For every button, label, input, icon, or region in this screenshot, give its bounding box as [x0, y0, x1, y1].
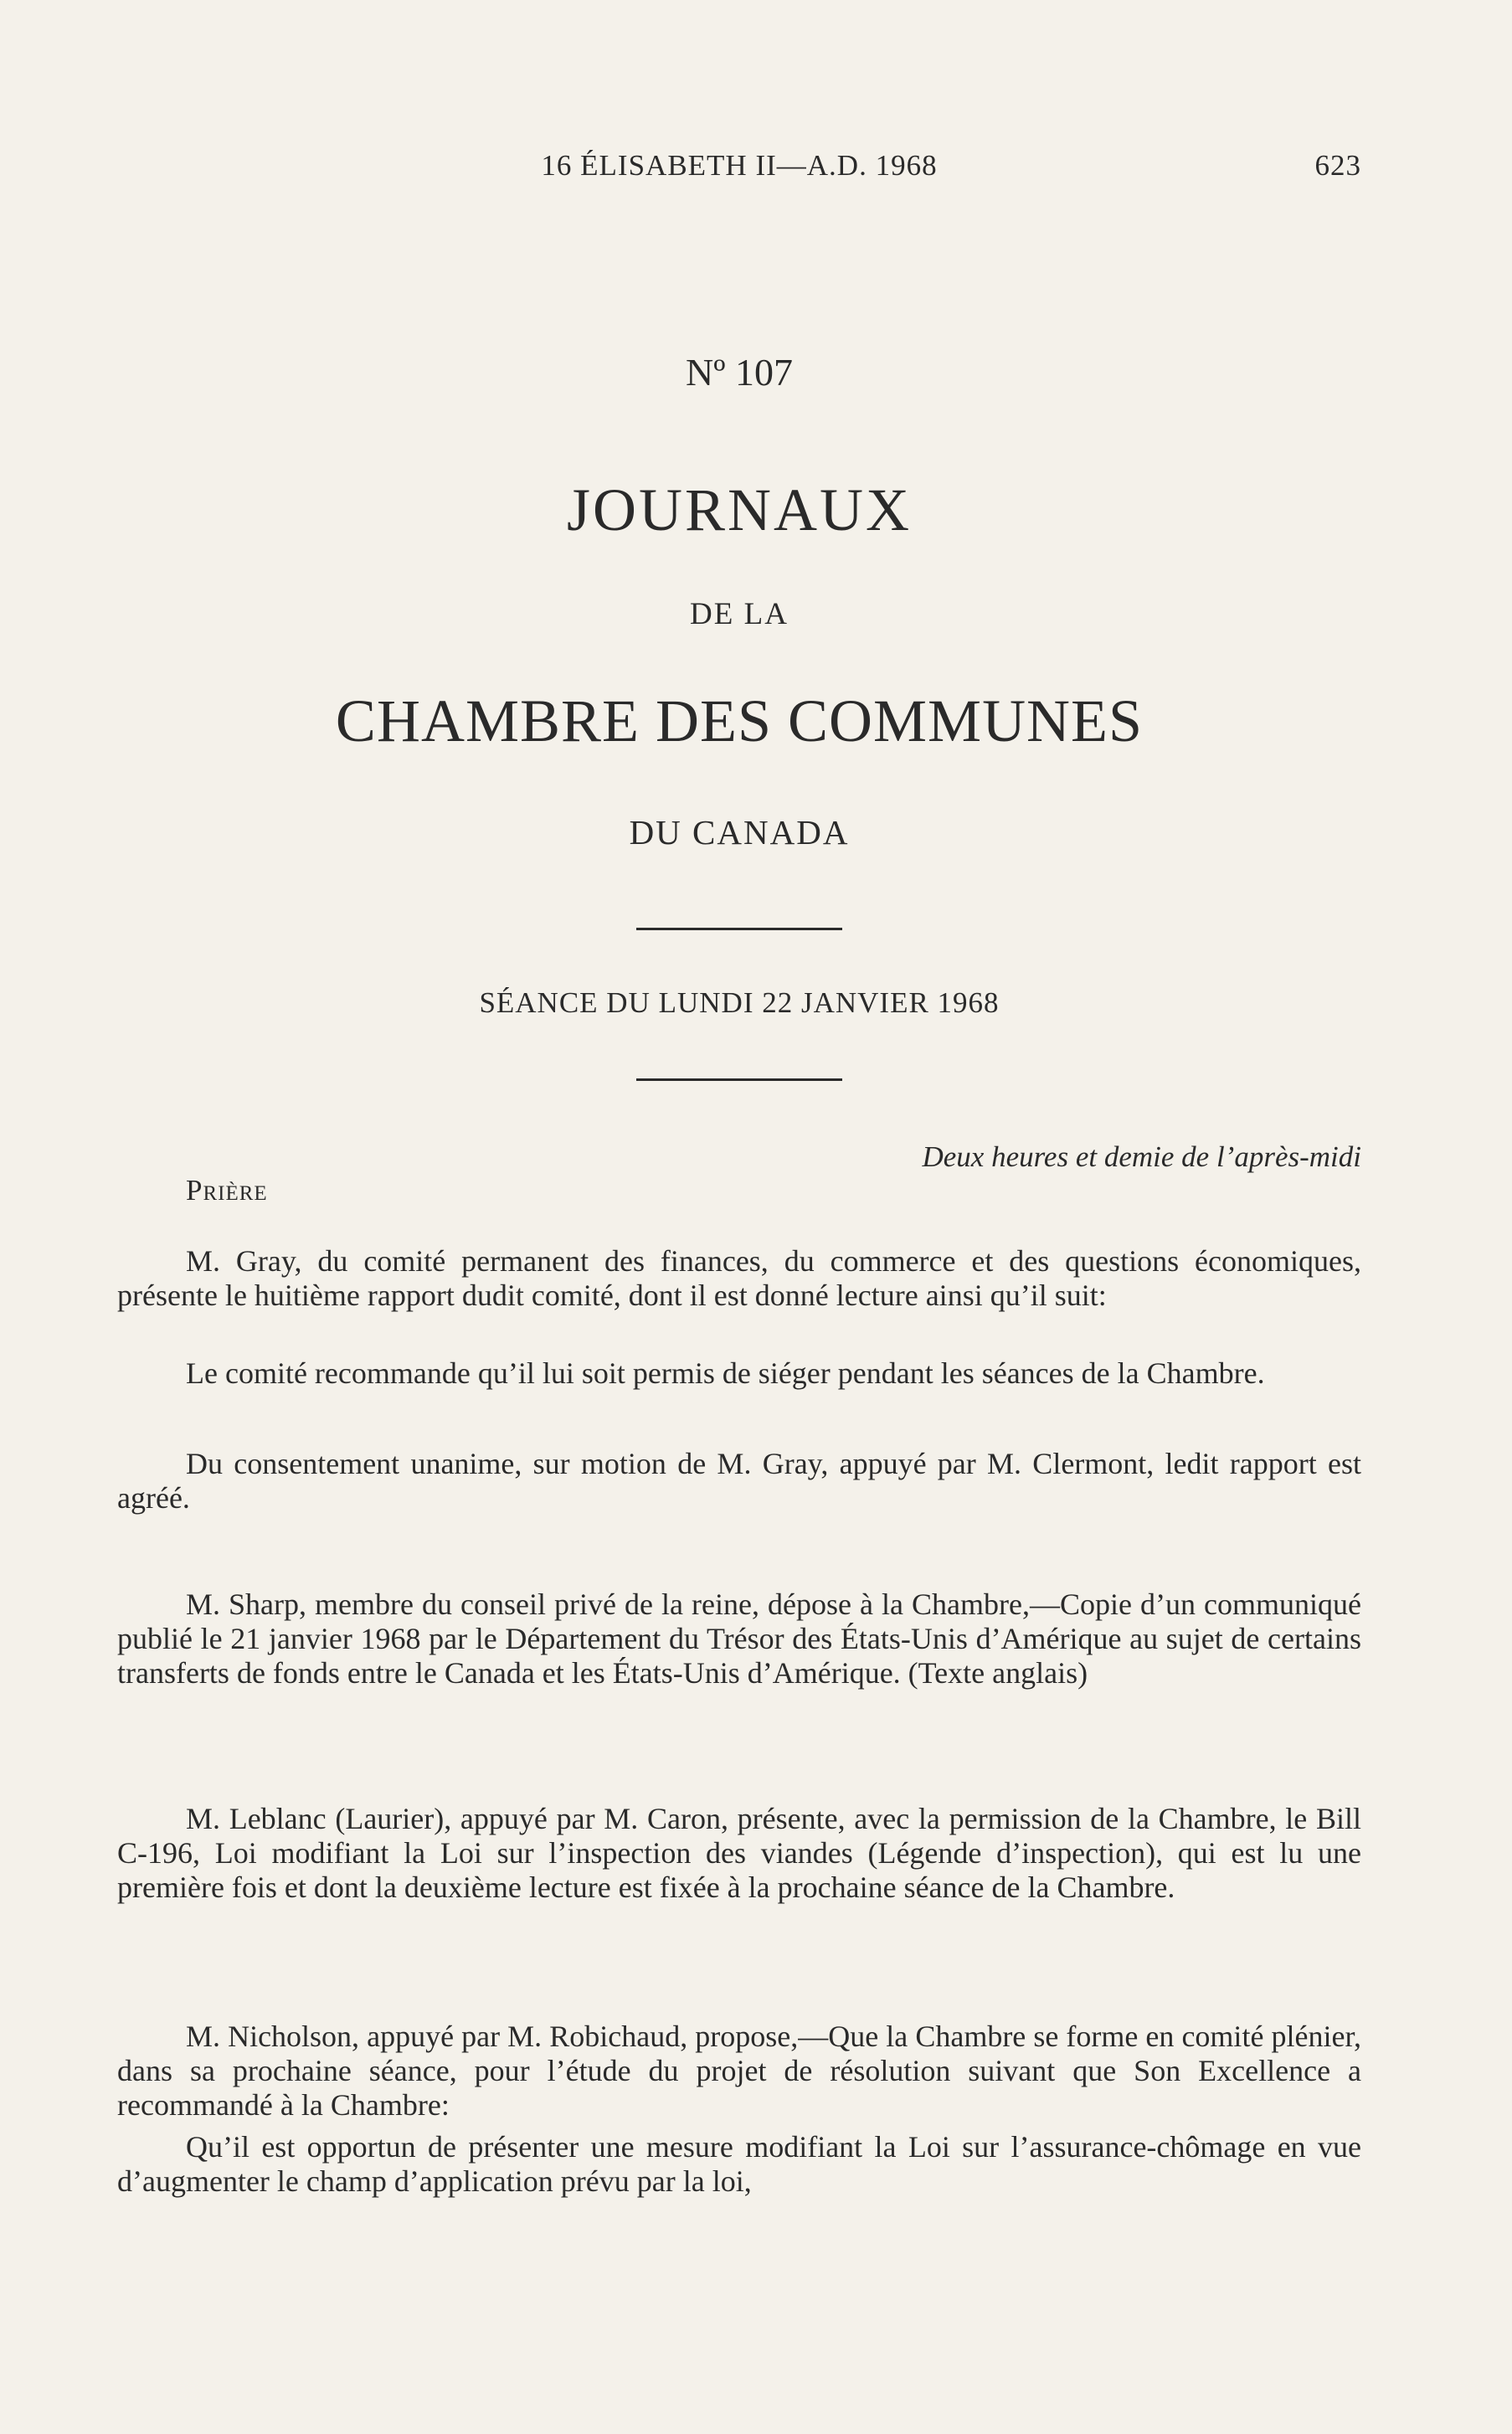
- house-title: CHAMBRE DES COMMUNES: [335, 687, 1144, 754]
- running-title: 16 ÉLISABETH II—A.D. 1968: [541, 149, 938, 182]
- paragraph: M. Gray, du comité permanent des finances, du commerce et des questions économiques, présente le huitième rapport dudit comité, dont il est donné lecture ainsi qu’il suit:: [117, 1244, 1361, 1312]
- page-number: 623: [1314, 149, 1361, 182]
- paragraph: M. Leblanc (Laurier), appuyé par M. Caron, présente, avec la permission de la Chambre, le Bill C-196, Loi modifiant la Loi sur l’inspection des viandes (Légende d’inspection), qui est lu une première fois et dont la deuxième lecture est fixée à la prochaine séance de la Chambre.: [117, 1802, 1361, 1904]
- sitting-date: SÉANCE DU LUNDI 22 JANVIER 1968: [479, 986, 1000, 1019]
- divider-rule-bottom: [636, 1078, 842, 1081]
- prayer-heading: Prière: [186, 1174, 268, 1207]
- paragraph: M. Sharp, membre du conseil privé de la reine, dépose à la Chambre,—Copie d’un communiqué publié le 21 janvier 1968 par le Département du Trésor des États-Unis d’Amérique au sujet de certains transferts de fonds entre le Canada et les États-Unis d’Amérique. (Texte anglais): [117, 1588, 1361, 1690]
- divider-rule-top: [636, 928, 842, 930]
- paragraph: M. Nicholson, appuyé par M. Robichaud, propose,—Que la Chambre se forme en comité plénier, dans sa prochaine séance, pour l’étude du projet de résolution suivant que Son Excellence a recommandé à la Chambre:: [117, 2020, 1361, 2122]
- running-head: [117, 149, 1361, 191]
- title-connector: DE LA: [690, 597, 789, 631]
- country-title: DU CANADA: [629, 813, 850, 852]
- paragraph: Le comité recommande qu’il lui soit permis de siéger pendant les séances de la Chambre.: [186, 1356, 1265, 1390]
- journal-page: [117, 0, 1361, 2434]
- journal-title: JOURNAUX: [566, 476, 913, 543]
- paragraph: Qu’il est opportun de présenter une mesure modifiant la Loi sur l’assurance-chômage en vue d’augmenter le champ d’application prévu par la loi,: [117, 2130, 1361, 2198]
- issue-number: Nº 107: [686, 351, 793, 394]
- paragraph: Du consentement unanime, sur motion de M. Gray, appuyé par M. Clermont, ledit rapport est agréé.: [117, 1447, 1361, 1515]
- sitting-time: Deux heures et demie de l’après-midi: [922, 1140, 1361, 1173]
